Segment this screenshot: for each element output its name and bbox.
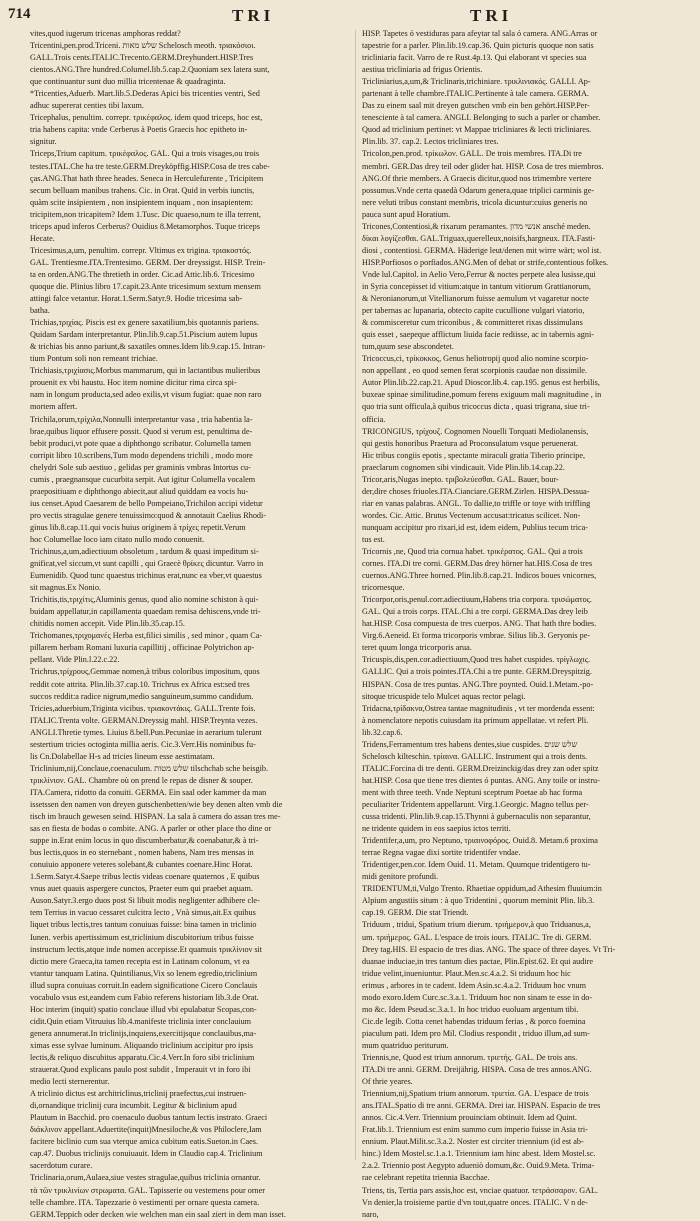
text-line: praepositiuam e diphthongo abiecit,aut aliud quiddam ea vocis hu- bbox=[30, 486, 249, 496]
text-line: peculiariter Tridentem appellarunt. Virg.1.Georgic. Magno tellus per- bbox=[362, 800, 589, 809]
text-line: cap.19. GERM. Die stat Triendt. bbox=[362, 908, 469, 918]
text-line: & commisceretur cum triconibus , & committeret rixas dissimulans bbox=[362, 318, 583, 328]
text-line: prouenit ex vbi haustu. Hoc item nomine dicitur rima circa spi- bbox=[30, 378, 237, 388]
text-line: quo tria sunt officula,à quibus tricoccus dicta , quasi trigrana, siue tri- bbox=[362, 402, 590, 412]
text-line: cumis , praegnansque cucurbita serpit. Aut igitur Columella vocalem bbox=[30, 474, 256, 484]
text-line: Trichias,τριχίας. Piscis est ex genere saxatilium,bis quotannis pariens. bbox=[30, 318, 259, 328]
text-line: hinc.) Idem Mostel.sc.1.a.1. Triennium iam hinc abest. Idem Mostel.sc. bbox=[362, 1149, 596, 1159]
text-line: sestertium tricies octoginta millia aeris. Cic.3.Verr.His nominibus fu- bbox=[30, 739, 256, 749]
text-line: pauca sunt apud Horatium. bbox=[362, 209, 451, 219]
text-line: Trichinus,a,um,adiectiuum obsoletum , tardum & quasi impeditum si- bbox=[30, 547, 259, 557]
text-line: τὰ τῶν τρικλινίων στρωματα. GAL. Tapisserie ou vestemens pour orner bbox=[30, 1185, 266, 1195]
text-line: GALL.Trois cents.ITALIC.Trecento.GERM.Dreyhundert.HISP.Tres bbox=[30, 53, 254, 63]
text-line: testes.ITAL.Che ha tre teste.GERM.Dreyköpffig.HISP.Cosa de tres cabe- bbox=[30, 161, 270, 171]
text-line: nere veluti tribus constant membris, tricola dicuntur:cuius generis no bbox=[362, 197, 588, 207]
text-line: Triclinaria,orum,Aulaea,siue vestes stragulae,quibus triclinia ornantur. bbox=[30, 1173, 261, 1183]
text-line: possumus.Vnde certa quaedà Odarum genera,quae triplici carminis ge- bbox=[362, 185, 595, 195]
text-line: Eumenidib. Quod tunc quaestus trichinus erat,nunc ea vber,vt quaestus bbox=[30, 571, 262, 581]
text-line: Tricentini,pen.prod.Triceni. שלש מאות Schelosch meoth. τριακόσιοι. bbox=[30, 41, 256, 51]
text-line: TRICONGIUS, τρίχουζ. Cognomen Nouelli Torquati Mediolanensis, bbox=[362, 426, 589, 436]
text-line: Tridentifer,a,um, pro Neptuno, τριαινοφόρος. Ouid.8. Metam.6 proxima bbox=[362, 836, 598, 846]
text-line: Iunen. verbis apertissimum est,triclinium discubitorium tribus fuisse bbox=[30, 932, 254, 942]
text-line: suppe in.Erat enim locus in quo discumberbatur,& coenabatur,& à tri- bbox=[30, 836, 259, 846]
text-line: mo &c. Idem Pseud.sc.3.a.1. In hoc triduo euoluam argentum tibi. bbox=[362, 1004, 579, 1014]
text-line: Plin.lib. 37. cap.2. Lectos tricliniares tres. bbox=[362, 137, 499, 147]
text-line: nunquam accipitur pro rixari,id est, idem eidem, Publius tecum trica- bbox=[362, 522, 589, 532]
text-line: buidam appellatur,in capillamenta quaedam remisa dehiscens,vnde tri- bbox=[30, 607, 261, 617]
text-line: ANGLI.Thretie tymes. Liuius 8.bell.Pun.Pecuniae in aerarium tulerunt bbox=[30, 727, 262, 737]
text-line: GAL. Qui a trois corps. ITAL.Chi a tre corpi. GERMA.Das drey leib bbox=[362, 607, 588, 617]
text-line: non appellant , eo quod semen ferat scorpionis caudae non dissimile. bbox=[362, 366, 588, 376]
text-line: bus lectis,quos in eo sternebant , nomen habens, Nam tres mensas in bbox=[30, 848, 254, 858]
text-line: ment with three teeth. Vnde Neptuni sceptrum Poetae ab hac forma bbox=[362, 787, 583, 797]
text-line: vnus auet quauis aspergere cunctos, Praeter eum qui praebet aquam. bbox=[30, 884, 253, 894]
text-line: lib.32.cap.6. bbox=[362, 727, 403, 737]
text-line: pro vectis stragulae genere tenuissimo:quod & annotauit Caelius Rhodi- bbox=[30, 510, 267, 520]
text-line: quoque die. Plinius libro 17.capit.23.Ante tricesimum sextum mensem bbox=[30, 281, 261, 291]
page-number: 714 bbox=[8, 6, 31, 22]
text-line: Tricesimus,a,um, penultim. correpr. Vltimus ex trigina. τριακοστός. bbox=[30, 245, 252, 255]
text-line: Triduum , tridui, Spatium trium dierum. τριήμερον,à quo Triduanus,a, bbox=[362, 920, 591, 930]
text-line: ITALIC.Trenta volte. GERMAN.Dreyssig mahl. HISP.Treynta vezes. bbox=[30, 715, 258, 725]
left-text-column bbox=[30, 28, 358, 1219]
text-line: dictio mere Graeca,ita tamen recepta est in Latinam colonum, vt ea bbox=[30, 956, 250, 966]
text-line: adhuc supererat centies tibi laxum. bbox=[30, 101, 144, 111]
text-line: duanae induciae,in tres tantum dies pactae, Plin.Epist.62. Et qui audire bbox=[362, 956, 594, 966]
text-line: conuiuio apponere veteres solebant,& cubantes coenare.Hinc Horat. bbox=[30, 860, 253, 870]
text-line: liquet tribus lectis,tres tantum conuiuas fuisse: bina tamen in triclinio bbox=[30, 920, 257, 930]
text-line: diosi , contentiosi. GERMA. Häderige leut/denen mit wirre wärt; wol ist. bbox=[362, 245, 602, 255]
text-line: mum quatriduo periturum. bbox=[362, 1040, 449, 1050]
text-line: strauerat.Quod explicans paulo post subdit , Imperauit vt in foro ibi bbox=[30, 1065, 251, 1075]
text-line: sitoque tricuspide telo Mulcet aquas rector pelagi. bbox=[362, 691, 526, 701]
text-line: ANG.Of thrie members. A Graecis dicitur,quod nos trimembre vertere bbox=[362, 173, 592, 183]
text-line: Schelosch kilteschin. τρίαινα. GALLIC. Instrument qui a trois dents. bbox=[362, 751, 588, 761]
text-line: Triceps,Trium capitum. τρικέφαλος. GAL. Qui a trois visages,ou trois bbox=[30, 149, 260, 159]
text-line: δίκαι λογίζεσθαι. GAL.Triguax,querelleux,noisifs,hargneux. ITA.Fasti- bbox=[362, 233, 596, 243]
text-line: Trichiasis,τριχίασις.Morbus mammarum, qui in lactantibus mulieribus bbox=[30, 366, 261, 376]
text-line: Quidam Sardam interpretantur. Plin.lib.9.cap.51.Piscium autem lupus bbox=[30, 330, 258, 340]
text-line: que continuantur sunt duo millia tricentenae & quadraginta. bbox=[30, 77, 226, 87]
text-line: secum belluam manibus trahens. Cic. in Orat. Quid in verbis iunctis, bbox=[30, 185, 255, 195]
text-line: Hic tribus congiis epotis , spectante miraculi gratia Tiberio principe, bbox=[362, 450, 586, 460]
text-line: Triclinium,nij,Conclaue,coenaculum. שלש מטות tilschchab sche beisgib. bbox=[30, 763, 269, 773]
text-line: pellant. Vide Plin.l.22.c.22. bbox=[30, 655, 120, 665]
text-line: tum,quum sese abscondetet. bbox=[362, 342, 454, 352]
text-line: cuernos.ANG.Three horned. Plin.lib.8.cap.21. Indicos boues vnicornes, bbox=[362, 571, 597, 581]
text-line: tricipitem,non tricapitem? Idem 1.Tusc. Dic quaeso,num te illa terrent, bbox=[30, 209, 261, 219]
text-line: telle chambre. ITA. Tapezzarie ò vestimenti per ornare questa camera. bbox=[30, 1197, 260, 1207]
text-line: Trichila,orum,τρίχιλα,Nonnulli interpretantur vasa , tria habentia la- bbox=[30, 414, 253, 424]
text-line: ne tridente quidem in eos saepius ictos territi. bbox=[362, 824, 511, 834]
text-line: cornes. ITA.Di tre corni. GERM.Das drey hörner hat.HIS.Cosa de tres bbox=[362, 559, 593, 569]
text-line: ças.ANG.That hath three heades. Seneca in Herculefurente , Tricipitem bbox=[30, 173, 264, 183]
text-line: terrae Regna vagae dixi sortite tridentifer vndae. bbox=[362, 848, 521, 858]
text-line: Tricliniarius,a,um,& Triclinaris,trichiniare. τρικλινιακός. GALLI. Ap- bbox=[362, 77, 591, 87]
text-line: signitur. bbox=[30, 137, 57, 147]
text-line: διάκλινον appellant.Aduertite(inquit)Mnesiloche,& vos Philoclere,Iam bbox=[30, 1125, 262, 1135]
text-line: tria habens capita: vnde Cerberus à Poetis Graecis hoc epitheto in- bbox=[30, 125, 248, 135]
text-line: illud supra conuiuas corruit.In eadem significatione Cicero Conclauis bbox=[30, 980, 258, 990]
text-line: ximas esse sylvae luminum. Aliquando triclinium accipitur pro ipsis bbox=[30, 1040, 254, 1050]
text-line: sit magnus.Ex Nonio. bbox=[30, 583, 101, 593]
text-line: hat.HISP. Cosa que tiene tres dientes ó puntas. ANG. Any toile or instru- bbox=[362, 775, 600, 785]
text-line: HISPAN. Cosa de tres puntas. ANG.Thre poynted. Ouid.1.Metam.-po- bbox=[362, 679, 594, 689]
text-line: sas en fiesta de bodas o combite. ANG. A parler or other place tho dine or bbox=[30, 824, 272, 834]
text-line: tem Terrius in vacuo cessaret culcitra lecto , Vnà simus,ait.Ex quibus bbox=[30, 908, 256, 918]
text-line: vites,quod iugerum tricenas amphoras reddat? bbox=[30, 29, 181, 38]
text-line: Hecate. bbox=[30, 233, 55, 243]
text-line: cidit.Quin etiam Vitruuius lib.4.manifeste triclinia inter conclauium bbox=[30, 1016, 252, 1026]
text-line: Auson.Satyr.3.ergo duos post Si libuit modis negligenter adhibere cle- bbox=[30, 896, 260, 906]
text-line: ITA.Di tre anni. GERM. Dreijährig. HISPA. Cosa de tres annos.ANG. bbox=[362, 1065, 592, 1075]
text-line: Drey tag.HIS. El espacio de tres dias. ANG. The space of three dayes. Vt Tri- bbox=[362, 944, 616, 954]
text-line: corripit libro 10.scribens,Tum modo dependens trichili , modo more bbox=[30, 450, 253, 460]
text-line: Triennis,ne, Quod est trium annorum. τριετής. GAL. De trois ans. bbox=[362, 1052, 578, 1062]
text-line: *Tricenties,Aduerb. Mart.lib.5.Dederas Apici bis tricenties ventri, Sed bbox=[30, 89, 260, 99]
text-line: & trichias bis anno pariunt,& saxatiles omnes.Idem lib.9.cap.15. Intran- bbox=[30, 342, 266, 352]
text-line: hat.HISP. Cosa compuesta de tres cuerpos. ANG. That hath thre bodies. bbox=[362, 619, 597, 629]
text-line: ius censet.Apud Caesarem de bello Pompeiano,Trichilon accipi videtur bbox=[30, 498, 263, 508]
text-line: Vnde lul.Capitol. in Aelio Vero,Ferrur & noctes perpete alea lusisse,qui bbox=[362, 269, 596, 279]
text-line: quis esset , saepeque afflictum liuida facie rediisse, ac in tabernis agni- bbox=[362, 330, 594, 340]
text-line: Plautum in Bacchid. pro coenaculo duobus tantum lectis instrato. Graeci bbox=[30, 1113, 268, 1123]
text-line: GAL. Trentiesme.ITA.Trentesimo. GERM. Der dreyssigst. HISP. Trein- bbox=[30, 257, 266, 267]
text-line: riar en vanas palabras. ANGL. To dallie,to triffle or toye with triffling bbox=[362, 498, 591, 508]
text-line: hoc Columellae loco iam citato nullo modo conuenit. bbox=[30, 534, 205, 544]
text-line: Vn denier,la troisieme partie d'vn tout,quatre onces. ITALIC. V n de- bbox=[362, 1197, 588, 1207]
text-line: bebit produci,vt pote quae a diphthongo scribatur. Columella tamen bbox=[30, 438, 252, 448]
text-line: annos. Cic.4.Verr. Triennium prouinciam obtinuit. Idem ad Quint. bbox=[362, 1113, 577, 1123]
text-line: per tabernas ac lupanaria, obtecto capite cucullione vulgari viatorio, bbox=[362, 306, 585, 316]
text-line: lis Cn.Dolabellae H-s ad tricies lineum esse aestimatam. bbox=[30, 751, 215, 761]
text-line: tricornesque. bbox=[362, 583, 405, 593]
text-line: Cic.de legib. Cotta cenet habendas triduum ferias , & porco foemina bbox=[362, 1016, 586, 1026]
text-line: attingi falce vetantur. Horat.1.Serm.Satyr.9. Hodie tricesima sab- bbox=[30, 294, 243, 304]
text-line: 2.a.2. Triennio post Aegypto adueniò domum,&c. Ouid.9.Meta. Trima- bbox=[362, 1161, 595, 1171]
text-line: tapestrie for a parler. Plin.lib.19.cap.36. Quin picturis quoque non satis bbox=[362, 41, 594, 51]
text-line: & Neronianorum,ut Vitellianorum fuisse aemulum vt vagaretur nocte bbox=[362, 294, 589, 304]
text-line: Alpium angustiis situm : à quo Tridentini , quorum meminit Plin. lib.3. bbox=[362, 896, 595, 906]
text-line: Tridens,Ferramentum tres habens dentes,siue cuspides. שלש שנים bbox=[362, 739, 578, 749]
text-line: Autor Plin.lib.22.cap.21. Apud Dioscor.lib.4. cap.195. genus est herbilis, bbox=[362, 378, 600, 388]
running-head-left: TRI bbox=[232, 6, 275, 25]
text-line: tenesciente à tal camera. ANGLI. Belonging to such a parler or chamber. bbox=[362, 113, 601, 123]
text-line: Trichitis,tis,τριχίτις,Aluminis genus, quod alio nomine schiston à qui- bbox=[30, 595, 259, 605]
text-line: um. τριήμερος. GAL. L'espace de trois iours. ITALIC. Tre di. GERM. bbox=[362, 932, 592, 942]
text-line: A triclinio dictus est architriclinus,triclinij praefectus,cui instruen- bbox=[30, 1089, 247, 1099]
text-line: ginus lib.8.cap.11.qui vocis huius originem à τρίχες repetit.Verum bbox=[30, 522, 246, 532]
text-line: ITALIC.Forcina di tre denti. GERM.Dreizinckig/das drey zan oder spitz bbox=[362, 763, 599, 773]
text-line: in Syria concepisset id vitium:atque in tantum vitiorum Grattianorum, bbox=[362, 281, 591, 291]
text-line: Triens, tis, Tertia pars assis,hoc est, vnciae quatuor. τετράσσαρον. GAL. bbox=[362, 1185, 599, 1195]
text-line: Hoc interim (inquit) spatio conclaue illud vbi epulabatur Scopas,con- bbox=[30, 1004, 257, 1014]
text-line: Of thrie yeares. bbox=[362, 1077, 413, 1087]
text-line: quàm scite insipientem , non insipientem inquam , non insapientem: bbox=[30, 197, 254, 207]
text-line: succos reddit:a radice nigrum,medio sanguineum,summo candidum. bbox=[30, 691, 254, 701]
text-line: wordes. Cic. Attic. Brutus Vectenum accusat:tricatus scilicet. Non- bbox=[362, 510, 581, 520]
text-line: praeclarum cognomen sibi vindicauit. Vide Plin.lib.14.cap.22. bbox=[362, 462, 565, 472]
text-line: di,ornandique triclinij cura incumbit. Legitur & biclinium apud bbox=[30, 1101, 237, 1111]
text-line: sacerdotum curare. bbox=[30, 1161, 93, 1171]
text-line: Tricones,Contentiosi,& rixarum peramantes. אנשי מדון ansché meden. bbox=[362, 221, 591, 231]
text-line: rae celebrant repetita triennia Bacchae. bbox=[362, 1173, 490, 1183]
text-line: GALLIC. Qui a trois pointes.ITA.Chi a tre punte. GERM.Dreyspitzig. bbox=[362, 667, 592, 677]
text-line: cussa tridenti. Plin.lib.9.cap.15.Thynni à gubernaculis non separantur, bbox=[362, 812, 591, 822]
text-line: batha. bbox=[30, 306, 50, 316]
text-line: cap.47. Duobus triclinijs conuiuauit. Idem in Claudio cap.4. Triclinium bbox=[30, 1149, 263, 1159]
text-line: tisch im brauch gewesen seind. HISPAN. La sala à camera do assan tres me- bbox=[30, 812, 281, 822]
text-line: Tricorpor,oris,penul.corr.adiectiuum,Habens tria corpora. τρισώματος. bbox=[362, 595, 592, 605]
text-line: naro, bbox=[362, 1209, 379, 1219]
text-line: gnificat,vel siccum,vt sunt capilli , qui Graecè θρίκες dicuntur. Varro in bbox=[30, 559, 264, 569]
text-line: Tricuspis,dis,pen.cor.adiectiuum,Quod tres habet cuspides. τρίγλωχις. bbox=[362, 655, 591, 665]
text-line: aestiua tricliniaria ad frigus Orientis. bbox=[362, 65, 483, 75]
text-line: Das zu einem saal mit dreyen gutschen vmb ein ben gehört.HISP.Per- bbox=[362, 101, 590, 111]
text-line: Trichrus,τρίχρους,Gemmae nomen,à tribus coloribus impositum, quos bbox=[30, 667, 260, 677]
text-line: τρικλίνιον. GAL. Chambre où on prend le repas de disner & souper. bbox=[30, 775, 253, 785]
running-head-right: TRI bbox=[470, 6, 513, 25]
text-line: chitidis nomen accepit. Vide Plin.lib.35.cap.15. bbox=[30, 619, 185, 629]
text-line: genera annumerat.In triclinijs,inquiens,exercitijsque conclauibus,ma- bbox=[30, 1028, 257, 1038]
text-line: teret quum longa tricorporis arua. bbox=[362, 643, 472, 653]
text-line: tridue velint,inueniuntur. Plaut.Men.sc.4.a.2. Si triduum hoc hic bbox=[362, 968, 571, 978]
text-line: Frat.lib.1. Triennium est enim summo cum imperio fuisse in Asia tri- bbox=[362, 1125, 588, 1135]
text-line: Tricephalus, penultim. correpr. τρικέφαλος. idem quod triceps, hoc est, bbox=[30, 113, 263, 123]
text-line: ta en orden.ANG.The thretieth in order. Cic.ad Attic.lib.6. Tricesimo bbox=[30, 269, 255, 279]
text-line: lectis,& reliquo discubitus apparatu.Cic.4.Verr.In foro sibi triclinium bbox=[30, 1052, 255, 1062]
text-line: membri. GER.Das drey teil oder glider hat. HISP. Cosa de tres miembros. bbox=[362, 161, 604, 171]
text-line: Virg.6.Aeneid. Et forma tricorporis vmbrae. Silius lib.3. Geryonis pe- bbox=[362, 631, 591, 641]
text-line: cientos.ANG.Thre hundred.Columel.lib.5.cap.2.Quoniam sex latera sunt, bbox=[30, 65, 270, 75]
text-line: tus est. bbox=[362, 534, 385, 544]
text-line: Tridacna,τρίδακνα,Ostrea tantae magnitudinis , vt ter mordenda essent: bbox=[362, 703, 595, 713]
right-text-column bbox=[362, 28, 690, 1219]
text-line: ans.ITAL.Spatio di tre anni. GERMA. Drei iar. HISPAN. Espacio de tres bbox=[362, 1101, 601, 1111]
text-line: Tricor,aris,Nugas inepto. τριβολεύεσθαι. GAL. Bauer, bour- bbox=[362, 474, 559, 484]
text-line: Tricoccus,ci, τρίκοκκος, Genus heliotropij quod alio nomine scorpio- bbox=[362, 354, 589, 364]
text-line: instructum lectis,atque inde nomen accepisse.Et quamuis τρικλίνιον sit bbox=[30, 944, 263, 954]
text-line: Tricornis ,ne, Quod tria cornua habet. τρικέρατος. GAL. Qui a trois bbox=[362, 547, 583, 557]
text-line: Triennium,nij,Spatium trium annorum. τριετία. GA. L'espace de trois bbox=[362, 1089, 589, 1099]
text-line: HISP. Tapetes ó vestiduras para afeytar tal sala ó camera. ANG.Arras or bbox=[362, 29, 598, 38]
text-line: piaculum pati. Idem pro Mil. Clodius respondit , triduo illum,ad sum- bbox=[362, 1028, 590, 1038]
text-line: nam in longum producta,sed adeo exilis,vt visum fugiat: quae non raro bbox=[30, 390, 262, 400]
text-line: triceps apud inferos Cerberus? Ouidius 8.Metamorphos. Tuque triceps bbox=[30, 221, 260, 231]
text-line: tium Pontum soli non remeant trichiae. bbox=[30, 354, 158, 364]
text-line: erimus , arbores in te cadent. Idem Asin.sc.4.a.2. Triduum hoc vnum bbox=[362, 980, 586, 990]
text-line: à nomenclatore nepotis cuiusdam ita primum appellatae. vt refert Pli. bbox=[362, 715, 589, 725]
text-line: reddit cote attrita. Plin.lib.37.cap.10. Trichrus ex Africa est:sed tres bbox=[30, 679, 250, 689]
text-line: Tridentiger,pen.cor. Idem Ouid. 11. Metam. Quumque tridentigero tu- bbox=[362, 860, 591, 870]
text-line: facitere biclinio cum sua vterque amica cubitum eatis.Sueton.in Caes. bbox=[30, 1137, 259, 1147]
text-line: ITA.Camera, ridotto da conuiti. GERMA. Ein saal oder kammer da man bbox=[30, 787, 267, 797]
text-line: vocabulo vsus est,eandem cum Fabio referens historiam lib.3.de Orat. bbox=[30, 992, 259, 1002]
text-line: modo exoro.Idem Curc.sc.3.a.1. Triduum hoc non sinam te esse in do- bbox=[362, 992, 593, 1002]
text-line: mortem affert. bbox=[30, 402, 78, 412]
text-line: Tricies,aduerbium,Triginta vicibus. τριακοντάκις. GALL.Trente fois. bbox=[30, 703, 256, 713]
text-line: GERM.Teppich oder decken wie welchen man ein saal ziert in dem man isset. bbox=[30, 1209, 286, 1219]
text-line: issetssen den namen von dreyen gutschenbetten/wie bey denen alten vmb die bbox=[30, 800, 283, 809]
text-line: 1.Serm.Satyr.4.Saepe tribus lectis videas coenare quaternos , E quibus bbox=[30, 872, 260, 882]
text-line: midi genitore profundi. bbox=[362, 872, 439, 882]
text-line: Tricolon,pen.prod. τρίκωλον. GALL. De trois membres. ITA.Di tre bbox=[362, 149, 582, 159]
text-line: partenant à telle chambre.ITALIC.Pertinente à tale camera. GERMA. bbox=[362, 89, 589, 99]
text-line: medio lecti sternerentur. bbox=[30, 1077, 110, 1087]
text-line: Quod ad triclinium pertinet: vt Mappae tricliniares & lecti tricliniares. bbox=[362, 125, 592, 135]
text-line: HISP.Porfiosos o porfiados.ANG.Men of debat or strife,contentious folkes. bbox=[362, 257, 609, 267]
text-line: der,dire choses friuoles.ITA.Cianciare.GERM.Zirlen. HISPA.Dessua- bbox=[362, 486, 590, 496]
text-line: tricliniaria facit. Varro de re Rust.4p.13. Qui elaborant vt species sua bbox=[362, 53, 587, 63]
text-line: vtantur tanquam Latina. Quintilianus,Vix so lenem egredio,triclinium bbox=[30, 968, 258, 978]
text-line: ennium. Plaut.Milit.sc.3.a.2. Noster est circiter triennium (id est ab- bbox=[362, 1137, 584, 1147]
text-line: officia. bbox=[362, 414, 386, 424]
text-line: buxeae spinae similitudine,pomum ferens exiguum mali magnitudine , in bbox=[362, 390, 602, 400]
text-line: Trichomanes,τριχομανές Herba est,filici similis , sed minor , quam Ca- bbox=[30, 631, 263, 641]
text-line: TRIDENTUM,ti,Vulgo Trento. Rhaetiae oppidum,ad Athesim fluuium:in bbox=[362, 884, 602, 894]
text-line: qui gestis honoribus Praetura ad Proconsulatum vsque peruenerat. bbox=[362, 438, 579, 448]
text-line: pillarem herbam Romani luxuria capillitij , officinae Polytrichon ap- bbox=[30, 643, 255, 653]
text-line: brae,quibus liquor effusere possit. Quod si verum est, penultima de- bbox=[30, 426, 253, 436]
text-line: chelydri Sole sub aestiuo , gelidas per graminis vmbras Intortus cu- bbox=[30, 462, 251, 472]
